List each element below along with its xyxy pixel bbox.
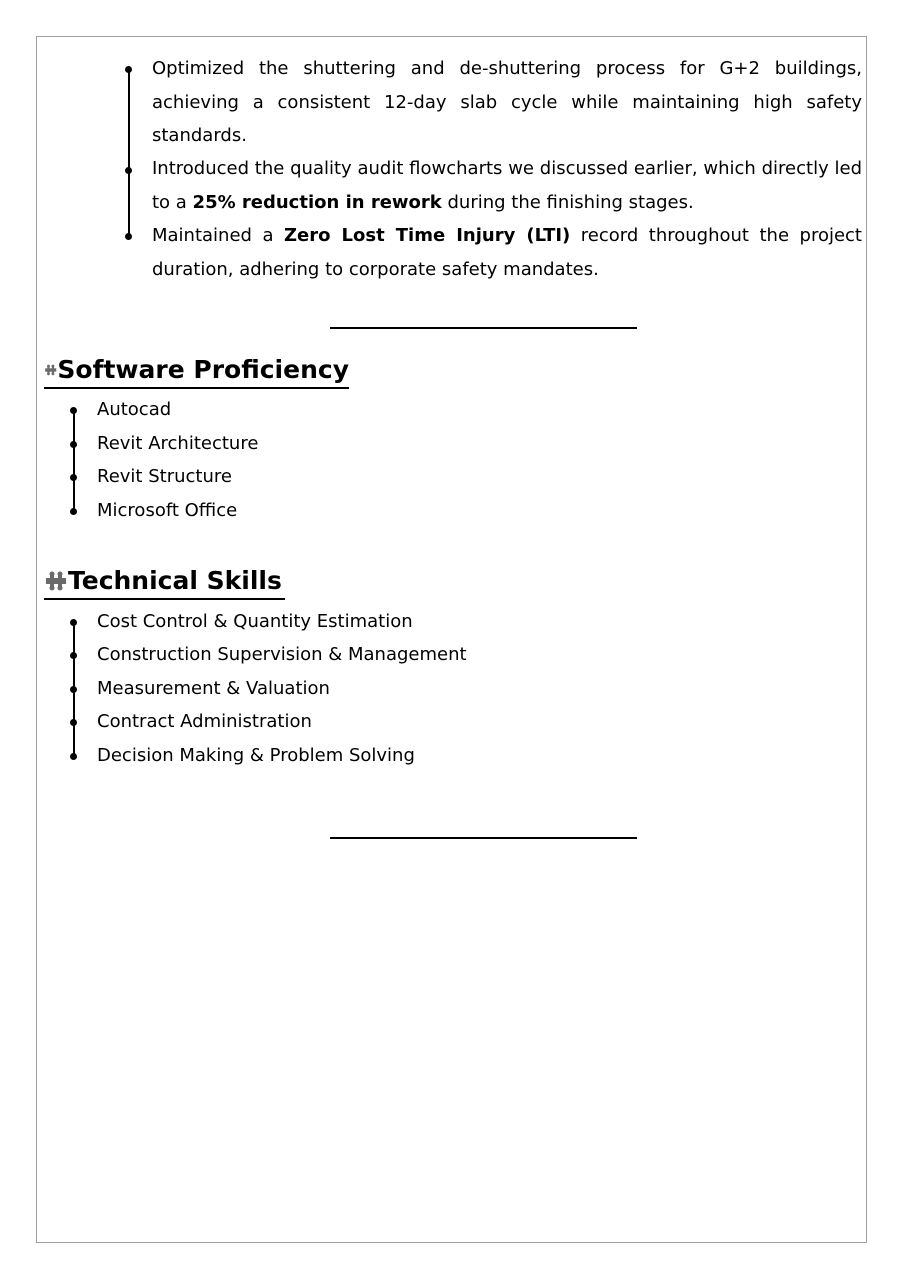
highlight-text: Zero Lost Time Injury (LTI) <box>284 225 571 246</box>
highlight-text: 25% reduction in rework <box>192 191 442 213</box>
section-title: Software Proficiency <box>57 355 349 384</box>
section-heading-software <box>44 353 349 389</box>
software-item: Revit Structure <box>97 466 232 487</box>
technical-bullet <box>70 686 77 693</box>
section-title: Technical Skills <box>68 566 282 595</box>
puzzle-icon <box>44 569 68 593</box>
technical-bullet <box>70 719 77 726</box>
software-item: Revit Architecture <box>97 433 259 454</box>
section-heading-technical <box>44 564 285 600</box>
software-bullet <box>70 508 77 515</box>
technical-bullet <box>70 753 77 760</box>
software-item: Microsoft Office <box>97 500 238 521</box>
software-bullet <box>70 407 77 414</box>
achievement-bullet <box>125 167 132 174</box>
section-divider <box>330 327 637 329</box>
software-item: Autocad <box>97 399 172 420</box>
software-timeline-line <box>73 410 75 510</box>
software-bullet <box>70 441 77 448</box>
achievement-bullet <box>125 66 132 73</box>
software-bullet <box>70 474 77 481</box>
puzzle-icon <box>44 358 57 382</box>
technical-item: Contract Administration <box>97 711 312 732</box>
section-divider <box>330 837 637 839</box>
achievement-item: Optimized the shuttering and de-shuttering process for G+2 buildings, achieving a consistent 12-day slab cycle while maintaining high safety standards. <box>152 58 862 146</box>
achievement-bullet <box>125 233 132 240</box>
technical-item: Construction Supervision & Management <box>97 644 467 665</box>
achievement-item: Introduced the quality audit flowcharts we discussed earlier, which directly led to a 25% reduction in rework during the finishing stages. <box>152 158 862 213</box>
achievement-item: Maintained a Zero Lost Time Injury (LTI) record throughout the project duration, adhering to corporate safety mandates. <box>152 225 862 280</box>
technical-item: Decision Making & Problem Solving <box>97 745 415 766</box>
technical-item: Measurement & Valuation <box>97 678 330 699</box>
technical-item: Cost Control & Quantity Estimation <box>97 611 413 632</box>
achievements-timeline-line <box>128 69 130 237</box>
technical-bullet <box>70 652 77 659</box>
technical-bullet <box>70 619 77 626</box>
